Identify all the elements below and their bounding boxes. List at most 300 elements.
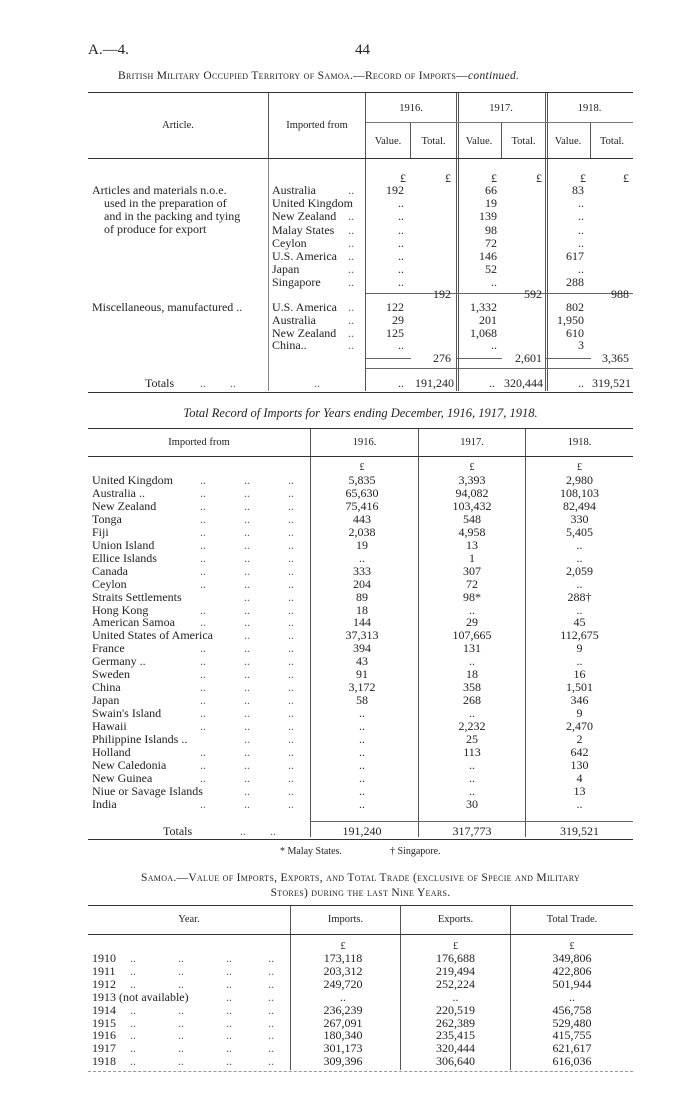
value-1918: 2,980 — [566, 473, 593, 487]
footnote-dagger: † Singapore. — [390, 846, 441, 857]
value-1917: .. — [491, 338, 497, 353]
leader-dots: .. — [200, 602, 206, 617]
value-1916: .. — [359, 770, 365, 785]
value-1916: .. — [359, 732, 365, 746]
grand-total-1918: 319,521 — [592, 376, 631, 390]
leader-dots: .. — [200, 615, 206, 630]
rule — [88, 392, 633, 393]
leader-dots: .. — [288, 744, 294, 759]
leader-dots: .. — [268, 1041, 274, 1056]
leader-dots: .. — [178, 963, 184, 978]
year: 1911 — [92, 963, 116, 978]
leader-dots: .. — [200, 576, 206, 591]
header-1916: 1916. — [399, 103, 423, 114]
leader-dots: .. — [288, 537, 294, 552]
value-1917: 19 — [485, 196, 497, 211]
value-1917: 18 — [466, 667, 478, 682]
value-1917: 1 — [469, 550, 475, 565]
country-name: Japan — [92, 693, 120, 708]
leader-dots: .. — [200, 744, 206, 759]
value-1917: 94,082 — [455, 485, 489, 500]
country-name: Australia .. — [92, 485, 145, 500]
country-name: Ceylon — [92, 576, 127, 591]
leader-dots: .. — [288, 524, 294, 539]
country-name: New Guinea — [92, 770, 153, 785]
leader-dots: .. — [288, 732, 294, 746]
value-1916: .. — [398, 196, 404, 211]
value-1918: 2,470 — [566, 719, 593, 734]
total-trade-value: .. — [569, 989, 575, 1004]
leader-dots: .. — [268, 1054, 274, 1069]
leader-dots: .. — [244, 550, 250, 565]
value-1918: 2 — [576, 732, 583, 746]
total-trade-value: 349,806 — [552, 951, 592, 965]
totals-label: Totals — [145, 376, 175, 390]
leader-dots: .. — [244, 719, 250, 734]
country-name: New Zealand — [92, 498, 157, 513]
value-1916: 43 — [356, 654, 368, 669]
leader-dots: .. — [200, 524, 206, 539]
country-name: Tonga — [92, 511, 122, 526]
leader-dots: .. — [288, 628, 294, 643]
imported-from: Ceylon — [272, 235, 307, 250]
value-1916: 333 — [353, 563, 371, 578]
year: 1917 — [92, 1041, 116, 1056]
value-1918: 617 — [566, 249, 584, 263]
header-value: Value. — [374, 136, 402, 147]
leader-dots: .. — [130, 963, 136, 978]
value-1918: 288 — [566, 275, 584, 290]
value-1918: 346 — [570, 693, 589, 708]
leader-dots: .. — [200, 537, 206, 552]
leader-dots: .. — [226, 1002, 232, 1017]
header-imported-from: Imported from — [286, 120, 348, 131]
value-1918: .. — [576, 654, 583, 669]
value-1918: .. — [578, 196, 584, 211]
value-1916: .. — [359, 550, 365, 565]
value-1918: 9 — [576, 706, 583, 721]
value-1917: 25 — [466, 732, 478, 746]
country-name: Ellice Islands — [92, 550, 157, 565]
value-1918: 802 — [566, 300, 584, 314]
imported-from: New Zealand — [272, 209, 337, 224]
imports-value: 203,312 — [323, 963, 363, 978]
imported-from: Australia — [272, 183, 316, 197]
value-1917: .. — [469, 706, 475, 721]
leader-dots: .. — [348, 275, 354, 290]
leader-dots: .. — [200, 485, 206, 500]
currency: £ — [577, 462, 582, 473]
leader-dots: .. — [244, 589, 250, 604]
value-1916: .. — [359, 719, 365, 734]
value-1917: 113 — [463, 744, 481, 759]
header-total: Total. — [511, 136, 536, 147]
leader-dots: .. — [130, 1054, 136, 1069]
leader-dots: .. — [178, 1002, 184, 1017]
leader-dots: .. — [288, 783, 294, 798]
value-1916: .. — [398, 209, 404, 224]
header-imports: Imports. — [327, 914, 364, 925]
exports-value: 235,415 — [436, 1028, 475, 1043]
country-name: Canada — [92, 563, 128, 578]
total-trade-value: 422,806 — [552, 963, 592, 978]
country-name: New Caledonia — [92, 757, 167, 772]
country-name: Holland — [92, 744, 131, 759]
year: 1913 (not available) — [92, 989, 189, 1004]
subtotal-1916: 276 — [433, 351, 451, 365]
value-1917: 72 — [485, 235, 497, 250]
value-1918: 288† — [567, 589, 592, 604]
leader-dots: .. — [244, 796, 250, 811]
value-1917: 13 — [466, 537, 478, 552]
article-line: Articles and materials n.o.e. — [92, 183, 227, 197]
leader-dots: .. — [178, 976, 184, 991]
leader-dots: .. — [244, 706, 250, 721]
leader-dots: .. — [244, 732, 250, 746]
exports-value: 252,224 — [436, 976, 475, 991]
value-1917: 201 — [479, 312, 497, 327]
total-trade-value: 415,755 — [552, 1028, 592, 1043]
value-1917: 98* — [463, 589, 481, 604]
leader-dots: .. — [200, 680, 206, 695]
value-1917: 146 — [479, 249, 497, 263]
leader-dots: .. .. — [200, 376, 236, 390]
imports-value: 301,173 — [323, 1041, 363, 1056]
leader-dots: .. — [244, 498, 250, 513]
country-name: Philippine Islands .. — [92, 732, 188, 746]
value-1916: 122 — [386, 300, 404, 314]
total-trade-value: 529,480 — [552, 1015, 592, 1030]
leader-dots: .. — [200, 473, 206, 487]
leader-dots: .. — [200, 719, 206, 734]
leader-dots: .. — [178, 1028, 184, 1043]
value-1918: .. — [576, 602, 583, 617]
year: 1914 — [92, 1002, 116, 1017]
value-1918: 82,494 — [563, 498, 596, 513]
value-1917: .. — [469, 602, 475, 617]
total-trade-value: 501,944 — [552, 976, 592, 991]
leader-dots: .. — [288, 602, 294, 617]
value-1916: 89 — [356, 589, 368, 604]
rule — [366, 122, 633, 123]
leader-dots: .. — [200, 641, 206, 656]
value-1917: 3,393 — [458, 473, 486, 487]
leader-dots: .. — [288, 719, 294, 734]
value-1917: 548 — [463, 511, 481, 526]
leader-dots: .. — [268, 951, 274, 965]
leader-dots: .. — [348, 235, 354, 250]
exports-value: 220,519 — [436, 1002, 475, 1017]
leader-dots: .. — [288, 615, 294, 630]
leader-dots: .. — [178, 951, 184, 965]
leader-dots: .. — [288, 680, 294, 695]
rule — [88, 158, 633, 159]
grand-value-1918: .. — [578, 376, 584, 390]
value-1916: 58 — [356, 693, 368, 708]
value-1917: 52 — [485, 262, 497, 277]
rule — [88, 905, 633, 906]
value-1918: 1,950 — [557, 312, 584, 327]
leader-dots: .. — [200, 757, 206, 772]
leader-dots: .. — [244, 563, 250, 578]
leader-dots: .. — [178, 1041, 184, 1056]
leader-dots: .. — [226, 989, 232, 1004]
value-1918: .. — [578, 262, 584, 277]
table3-title-line2: Stores) during the last Nine Years. — [270, 887, 451, 899]
subtotal-1917: 592 — [524, 287, 542, 301]
currency: £ — [536, 171, 542, 185]
leader-dots: .. — [178, 1054, 184, 1069]
leader-dots: .. — [348, 209, 354, 224]
subtotal-1918: 3,365 — [602, 351, 629, 365]
leader-dots: .. — [288, 498, 294, 513]
value-1917: .. — [469, 654, 475, 669]
leader-dots: .. — [200, 706, 206, 721]
value-1918: 16 — [573, 667, 586, 682]
header-value: Value. — [465, 136, 493, 147]
value-1917: 1,068 — [470, 325, 497, 340]
header-total: Total. — [599, 136, 625, 147]
leader-dots: .. — [200, 498, 206, 513]
value-1916: .. — [359, 744, 365, 759]
year: 1910 — [92, 951, 116, 965]
value-1918: .. — [576, 550, 583, 565]
leader-dots: .. — [244, 537, 250, 552]
leader-dots: .. — [288, 693, 294, 708]
header-value: Value. — [554, 136, 582, 147]
value-1916: .. — [398, 338, 404, 353]
leader-dots: .. — [226, 1041, 232, 1056]
value-1917: 358 — [463, 680, 481, 695]
year: 1918 — [92, 1054, 116, 1069]
imported-from: U.S. America — [272, 300, 337, 314]
value-1916: 91 — [356, 667, 368, 682]
article-line: used in the preparation of — [104, 196, 227, 210]
total-1916: 191,240 — [342, 824, 382, 838]
leader-dots: .. — [348, 338, 354, 353]
header-1918: 1918. — [567, 437, 592, 448]
page-number: 44 — [355, 42, 370, 58]
value-1916: .. — [359, 796, 365, 811]
total-1917: 317,773 — [452, 824, 492, 838]
value-1917: 307 — [463, 563, 481, 578]
value-1916: 125 — [386, 325, 404, 340]
header-1918: 1918. — [577, 103, 602, 114]
value-1918: .. — [576, 537, 583, 552]
value-1916: .. — [359, 706, 365, 721]
exports-value: 306,640 — [436, 1054, 475, 1069]
value-1918: .. — [578, 235, 584, 250]
leader-dots: .. — [200, 693, 206, 708]
leader-dots: .. — [130, 1028, 136, 1043]
grand-total-1917: 320,444 — [504, 376, 543, 390]
imports-value: 236,239 — [323, 1002, 363, 1017]
country-name: United Kingdom — [92, 473, 173, 487]
country-name: India — [92, 796, 117, 811]
leader-dots: .. — [288, 706, 294, 721]
leader-dots: .. — [268, 1002, 274, 1017]
imported-from: Malay States — [272, 222, 335, 237]
leader-dots: .. — [348, 249, 354, 263]
value-1917: 107,665 — [452, 628, 492, 643]
header-1917: 1917. — [460, 437, 484, 448]
value-1917: .. — [469, 770, 475, 785]
grand-value-1916: .. — [398, 376, 404, 390]
table3-title-line1: Samoa.—Value of Imports, Exports, and Total Trade (exclusive of Specie and Military — [141, 872, 580, 884]
rule — [366, 358, 411, 359]
imports-value: 249,720 — [323, 976, 363, 991]
leader-dots: .. — [200, 667, 206, 682]
rule — [88, 428, 633, 429]
article-misc: Miscellaneous, manufactured .. — [92, 300, 243, 314]
value-1917: 1,332 — [470, 300, 497, 314]
leader-dots: .. — [244, 641, 250, 656]
currency: £ — [469, 462, 475, 473]
leader-dots: .. — [244, 615, 250, 630]
imported-from: Australia — [272, 312, 316, 327]
leader-dots: .. — [348, 183, 354, 197]
footnote-star: * Malay States. — [280, 846, 342, 857]
rule — [88, 934, 633, 935]
total-trade-value: 456,758 — [552, 1002, 592, 1017]
leader-dots: .. — [244, 667, 250, 682]
leader-dots: .. — [244, 744, 250, 759]
leader-dots: .. — [244, 757, 250, 772]
leader-dots: .. — [288, 796, 294, 811]
table1-title: British Military Occupied Territory of Samoa.—Record of Imports—continued. — [118, 70, 520, 82]
value-1916: 65,630 — [345, 485, 379, 500]
total-1918: 319,521 — [560, 824, 599, 838]
value-1916: 5,835 — [348, 473, 376, 487]
leader-dots: .. — [288, 511, 294, 526]
year: 1912 — [92, 976, 116, 991]
value-1918: 45 — [573, 615, 586, 630]
value-1917: 98 — [485, 222, 497, 237]
grand-total-1916: 191,240 — [415, 376, 454, 390]
imports-value: 267,091 — [323, 1015, 363, 1030]
total-trade-value: 621,617 — [552, 1041, 592, 1056]
imported-from: Japan — [272, 262, 300, 277]
table1-top-rule — [88, 92, 633, 93]
value-1916: .. — [359, 783, 365, 798]
header-total: Total. — [421, 136, 446, 147]
leader-dots: .. — [288, 576, 294, 591]
leader-dots: .. — [226, 1028, 232, 1043]
value-1916: 3,172 — [348, 680, 376, 695]
leader-dots: .. — [200, 550, 206, 565]
exports-value: 219,494 — [436, 963, 475, 978]
imports-value: 309,396 — [323, 1054, 363, 1069]
rule — [366, 368, 633, 369]
leader-dots: .. — [200, 770, 206, 785]
value-1917: 103,432 — [452, 498, 492, 513]
country-name: Union Island — [92, 537, 155, 552]
header-total-trade: Total Trade. — [546, 914, 598, 925]
header-article: Article. — [162, 120, 194, 131]
currency: £ — [340, 941, 346, 952]
value-1917: .. — [469, 757, 475, 772]
leader-dots: .. — [288, 757, 294, 772]
leader-dots: .. — [226, 976, 232, 991]
currency: £ — [445, 171, 451, 185]
leader-dots: .. — [348, 300, 354, 314]
country-name: Germany .. — [92, 654, 146, 669]
year: 1916 — [92, 1028, 116, 1043]
leader-dots: .. — [200, 796, 206, 811]
leader-dots: .. — [200, 654, 206, 669]
country-name: Fiji — [92, 524, 109, 539]
leader-dots: .. — [244, 576, 250, 591]
leader-dots: .. — [178, 1015, 184, 1030]
total-trade-value: 616,036 — [552, 1054, 592, 1069]
rule — [457, 358, 502, 359]
header-year: Year. — [178, 914, 200, 925]
value-1916: 29 — [392, 312, 404, 327]
grand-value-1917: .. — [489, 376, 495, 390]
currency: £ — [491, 171, 497, 185]
value-1916: 18 — [356, 602, 368, 617]
leader-dots: .. — [268, 963, 274, 978]
exports-value: 262,389 — [436, 1015, 475, 1030]
value-1916: 2,038 — [348, 524, 376, 539]
rule — [88, 839, 633, 840]
country-name: Sweden — [92, 667, 130, 682]
value-1918: 108,103 — [560, 485, 599, 500]
imported-from: New Zealand — [272, 325, 337, 340]
value-1918: 330 — [570, 511, 589, 526]
rule — [268, 159, 269, 391]
leader-dots: .. — [226, 1015, 232, 1030]
country-name: United States of America — [92, 628, 213, 643]
leader-dots: .. — [130, 1015, 136, 1030]
totals-label: Totals — [163, 824, 193, 838]
header-imported-from: Imported from — [168, 437, 230, 448]
leader-dots: .. .. — [240, 824, 276, 838]
value-1918: 642 — [570, 744, 589, 759]
value-1917: 2,232 — [458, 719, 486, 734]
imported-from: China.. — [272, 338, 307, 353]
country-name: China — [92, 680, 121, 695]
currency: £ — [453, 941, 458, 952]
rule — [88, 1071, 633, 1072]
leader-dots: .. — [314, 376, 320, 390]
value-1916: .. — [359, 757, 365, 772]
leader-dots: .. — [226, 1054, 232, 1069]
value-1916: 144 — [353, 615, 371, 630]
country-name: Swain's Island — [92, 706, 162, 721]
value-1916: 75,416 — [345, 498, 379, 513]
value-1916: 394 — [353, 641, 371, 656]
value-1918: .. — [576, 796, 583, 811]
leader-dots: .. — [288, 550, 294, 565]
value-1918: .. — [576, 576, 583, 591]
country-name: Niue or Savage Islands — [92, 783, 203, 798]
page-ref: A.—4. — [88, 42, 129, 58]
currency: £ — [580, 171, 586, 185]
leader-dots: .. — [244, 485, 250, 500]
value-1916: .. — [398, 275, 404, 290]
value-1916: 204 — [353, 576, 371, 591]
value-1918: .. — [578, 209, 584, 224]
value-1917: 131 — [463, 641, 481, 656]
leader-dots: .. — [226, 951, 232, 965]
value-1917: 139 — [479, 209, 497, 224]
subtotal-1917: 2,601 — [515, 351, 542, 365]
article-line: and in the packing and tying — [104, 209, 241, 223]
leader-dots: .. — [288, 654, 294, 669]
value-1917: 72 — [466, 576, 478, 591]
header-1917: 1917. — [489, 103, 513, 114]
